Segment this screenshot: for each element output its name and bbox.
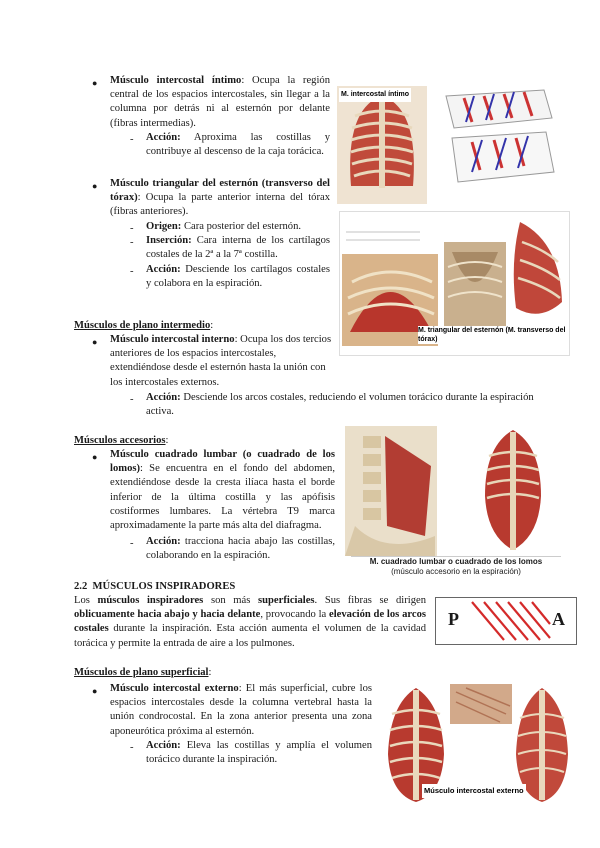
paragraph-accesorios: Músculo cuadrado lumbar (o cuadrado de los lomos): Se encuentra en el fondo del abdomen, extendiéndose desde la cresta ilíaca hasta el borde inferior de la última costilla y las apófisis costiformes lumbares. La vértebra T9 marca aproximadamente la parte más alta del diafragma. — [110, 449, 335, 532]
label-anterior: A — [552, 609, 565, 629]
paragraph-intermedio: Músculo intercostal interno: Ocupa los dos tercios anteriores de los espacios intercostales, extendiéndose desde el esternón hasta la unión con los intercostales externos. — [110, 334, 332, 388]
origin-triangular: Origen: Cara posterior del esternón. — [146, 221, 302, 232]
dash: - — [130, 223, 134, 234]
dash: - — [130, 266, 134, 277]
heading-accesorios: Músculos accesorios: — [74, 435, 169, 446]
heading-intermedio: Músculos de plano intermedio: — [74, 320, 214, 331]
label-posterior: P — [448, 609, 459, 629]
bullet: ● — [92, 452, 98, 462]
figure-label-intimo: M. intercostal íntimo — [339, 88, 411, 102]
dash: - — [130, 742, 134, 753]
action-superficial: Acción: Eleva las costillas y amplía el volumen torácico durante la inspiración. — [146, 740, 372, 766]
term-triangular: Músculo triangular del esternón (transverso del tórax) — [110, 178, 330, 204]
bullet: ● — [92, 78, 98, 88]
heading-superficial: Músculos de plano superficial: — [74, 667, 212, 678]
action-accesorios: Acción: tracciona hacia abajo las costillas, colaborando en la espiración. — [146, 536, 335, 562]
figure-caption-cuadrado: M. cuadrado lumbar o cuadrado de los lomos (músculo accesorio en la espiración) — [351, 556, 561, 577]
paragraph-triangular: Músculo triangular del esternón (transverso del tórax): Ocupa la parte anterior interna del tórax (fibras anteriores). — [110, 178, 330, 218]
action-intimo: Acción: Aproxima las costillas y contribuye al descenso de la caja torácica. — [146, 132, 330, 158]
figure-intimo-diagram — [440, 84, 558, 196]
figure-triangular — [339, 211, 570, 356]
paragraph-superficial: Músculo intercostal externo: El más superficial, cubre los espacios intercostales desde la columna vertebral hasta la unión condrocostal. En la zona anterior presenta una zona aponeurótica próxima al esternón. — [110, 683, 372, 737]
insertion-triangular: Inserción: Cara interna de los cartílagos costales de la 2ª a la 7ª costilla. — [146, 235, 330, 261]
bullet: ● — [92, 181, 98, 191]
figure-fiber-direction — [435, 597, 577, 645]
term-externo: Músculo intercostal externo — [110, 683, 239, 694]
dash: - — [130, 237, 134, 248]
dash: - — [130, 538, 134, 549]
dash: - — [130, 134, 134, 145]
figure-intimo-ribcage — [337, 86, 427, 204]
paragraph-inspiradores: Los músculos inspiradores son más superficiales. Sus fibras se dirigen oblicuamente hacia abajo y hacia delante, provocando la elevación de los arcos costales durante la inspiración. Esta acción aumenta el volumen de la cavidad torácica y permite la entrada de aire a los pulmones. — [74, 595, 427, 649]
paragraph-intimo: Músculo intercostal íntimo: Ocupa la región central de los espacios intercostales, sin llegar a la columna por detrás ni al esternón por delante (fibras intermedias). — [110, 75, 330, 129]
figure-cuadrado-lumbar — [345, 426, 561, 578]
bullet: ● — [92, 337, 98, 347]
action-intermedio: Acción: Desciende los arcos costales, reduciendo el volumen torácico durante la espiración activa. — [146, 392, 534, 418]
term-intermedio: Músculo intercostal interno — [110, 334, 235, 345]
figure-intercostal-externo — [380, 684, 576, 804]
term-cuadrado: Músculo cuadrado lumbar (o cuadrado de los lomos) — [110, 449, 335, 475]
section-heading-2-2: 2.2 MÚSCULOS INSPIRADORES — [74, 581, 236, 592]
bullet: ● — [92, 686, 98, 696]
figure-label-externo: Músculo intercostal externo — [422, 784, 526, 798]
action-triangular: Acción: Desciende los cartílagos costales y colabora en la espiración. — [146, 264, 330, 290]
term-intimo: Músculo intercostal íntimo — [110, 75, 242, 86]
dash: - — [130, 394, 134, 405]
figure-label-triangular: M. triangular del esternón (M. transverso del tórax) — [418, 327, 566, 343]
